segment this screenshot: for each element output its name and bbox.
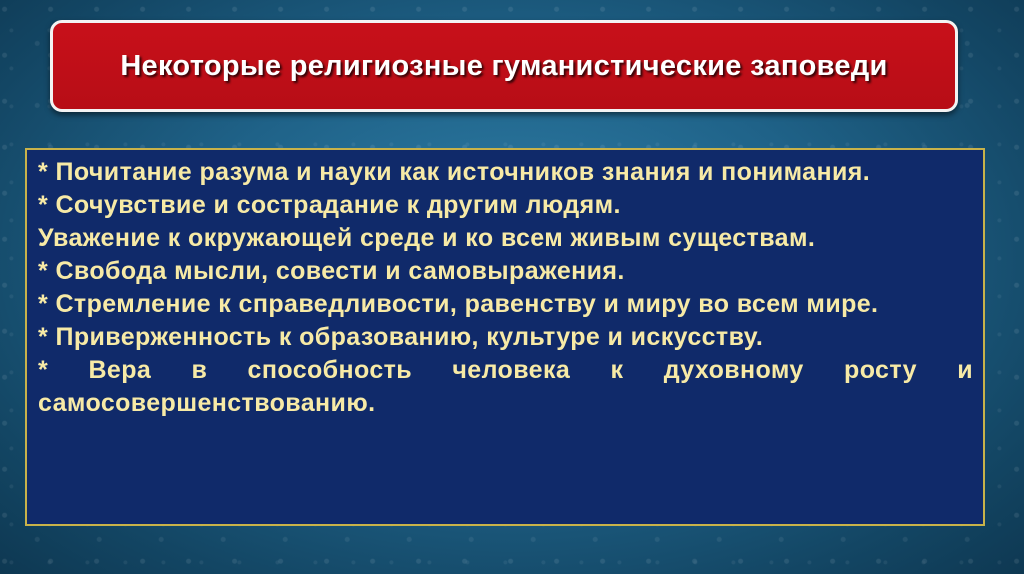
commandment-item-3: Уважение к окружающей среде и ко всем живым существам. bbox=[38, 224, 816, 252]
commandment-item-7: * Вера в способность человека к духовному росту и самосовершенствованию. bbox=[38, 356, 973, 417]
title-banner bbox=[50, 20, 958, 112]
commandment-item-2: * Сочувствие и сострадание к другим людям. bbox=[38, 191, 621, 219]
page-title: Некоторые религиозные гуманистические заповеди bbox=[120, 50, 888, 82]
commandment-item-5: * Стремление к справедливости, равенству и миру во всем мире. bbox=[38, 290, 879, 318]
commandment-item-1: * Почитание разума и науки как источников знания и понимания. bbox=[38, 158, 871, 186]
commandment-item-4: * Свобода мысли, совести и самовыражения. bbox=[38, 257, 625, 285]
commandments-panel bbox=[25, 148, 985, 526]
commandment-item-6: * Приверженность к образованию, культуре и искусству. bbox=[38, 323, 764, 351]
